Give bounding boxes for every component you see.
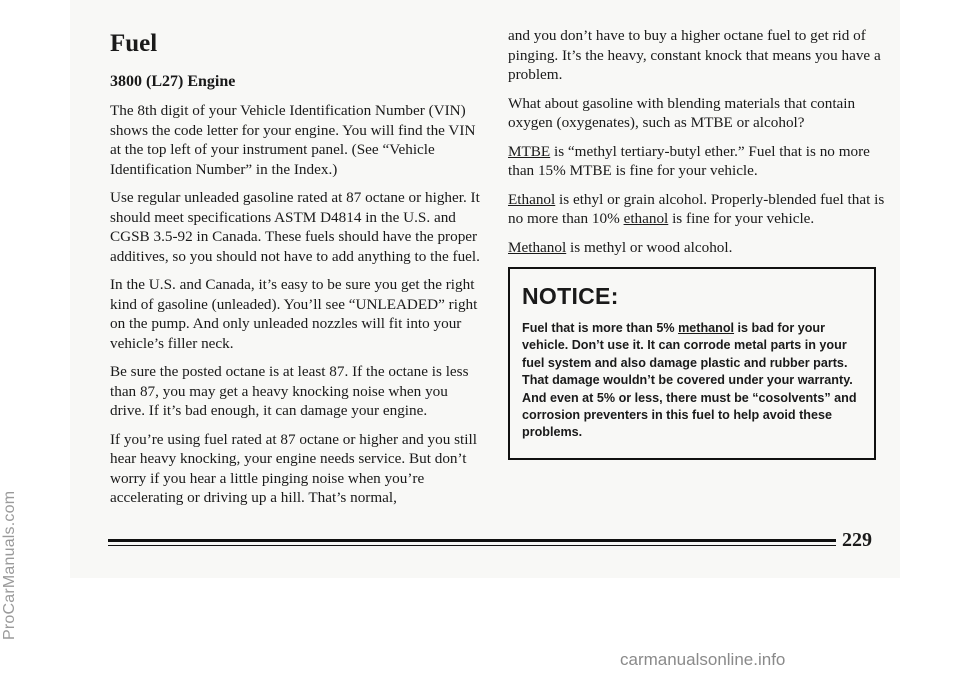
right-column <box>508 26 890 460</box>
page-number: 229 <box>842 529 872 551</box>
ethanol-definition-1: is ethyl or grain alcohol. Properly-blended fuel that is no more than 10% <box>508 190 885 227</box>
paragraph-pinging: and you don’t have to buy a higher octane fuel to get rid of pinging. It’s the heavy, constant knock that means you have a problem. <box>508 27 881 83</box>
engine-subheading: 3800 (L27) Engine <box>110 73 236 90</box>
side-watermark: ProCarManuals.com <box>1 490 18 640</box>
paragraph-oxygenates: What about gasoline with blending materials that contain oxygen (oxygenates), such as MTBE or alcohol? <box>508 94 856 131</box>
mtbe-definition: is “methyl tertiary-butyl ether.” Fuel that is no more than 15% MTBE is fine for your vehicle. <box>508 142 870 179</box>
paragraph-posted-octane: Be sure the posted octane is at least 87. If the octane is less than 87, you may get a heavy knocking noise when you drive. If it’s bad enough, it can damage your engine. <box>110 363 469 419</box>
paragraph-ethanol <box>508 190 890 229</box>
paragraph-knocking: If you’re using fuel rated at 87 octane or higher and you still hear heavy knocking, your engine needs service. But don’t worry if you hear a little pinging noise when you’re accelerating or driving up a hill. That’s normal, <box>110 430 477 506</box>
paragraph-mtbe <box>508 142 890 181</box>
left-column <box>110 28 480 517</box>
section-title: Fuel <box>110 30 158 57</box>
notice-box <box>508 267 876 460</box>
methanol-definition: is methyl or wood alcohol. <box>566 238 733 256</box>
footer-rule-thin <box>108 545 836 546</box>
methanol-term: Methanol <box>508 238 567 256</box>
ethanol-term: Ethanol <box>508 190 556 208</box>
paragraph-methanol <box>508 238 890 258</box>
notice-heading: NOTICE: <box>522 283 619 309</box>
ethanol-definition-2: is fine for your vehicle. <box>668 210 815 227</box>
notice-text-2: is bad for your vehicle. Don’t use it. It can corrode metal parts in your fuel system and also damage plastic and rubber parts. That damage wouldn’t be covered under your warranty. And even at 5% or less, there must be “cosolvents” and corrosion preventers in this fuel to help avoid these problems. <box>522 321 857 440</box>
notice-text <box>522 320 864 442</box>
notice-text-1: Fuel that is more than 5% <box>522 321 679 335</box>
paragraph-octane-spec: Use regular unleaded gasoline rated at 87 octane or higher. It should meet specifications ASTM D4814 in the U.S. and CGSB 3.5-92 in Canada. These fuels should have the proper additives, so you should not have to add anything to the fuel. <box>110 189 480 265</box>
ethanol-term-inline: ethanol <box>623 210 669 227</box>
paragraph-unleaded: In the U.S. and Canada, it’s easy to be sure you get the right kind of gasoline (unleaded). You’ll see “UNLEADED” right on the pump. And only unleaded nozzles will fit into your vehicle’s filler neck. <box>110 276 478 352</box>
paragraph-vin: The 8th digit of your Vehicle Identification Number (VIN) shows the code letter for your engine. You will find the VIN at the top left of your instrument panel. (See “Vehicle Identification Number” in the Index.) <box>110 102 476 178</box>
footer-watermark: carmanualsonline.info <box>620 650 786 669</box>
footer-rule-thick <box>108 539 836 542</box>
notice-methanol-term: methanol <box>678 321 735 335</box>
mtbe-term: MTBE <box>508 142 551 160</box>
